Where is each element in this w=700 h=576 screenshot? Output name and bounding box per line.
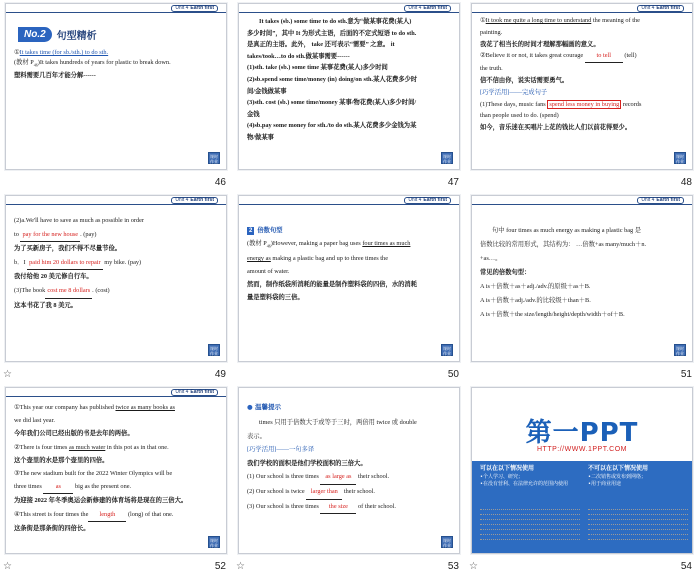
link-list-left <box>480 505 580 540</box>
slide-number: 46 <box>214 177 226 188</box>
answer-blank: as <box>43 480 73 494</box>
slide-46-thumbnail[interactable] <box>5 3 227 170</box>
slide-header-bar <box>472 196 692 205</box>
homework-button[interactable]: 课时 作业 <box>443 538 451 548</box>
slide-46-cell[interactable] <box>0 0 233 192</box>
info-band <box>472 461 692 554</box>
slide-header-bar <box>239 196 459 205</box>
unit-tag: Unit 4 Earth first <box>171 389 218 396</box>
slide-49-cell[interactable] <box>0 192 233 384</box>
unit-tag: Unit 4 Earth first <box>404 5 451 12</box>
answer-blank: paid him 20 dollars to repair <box>27 256 103 271</box>
answer-blank: as large as <box>320 470 356 485</box>
slide-52-thumbnail[interactable] <box>5 387 227 554</box>
cover-slide <box>472 388 692 553</box>
slide-47-cell[interactable] <box>233 0 466 192</box>
slide-54-cell[interactable] <box>466 384 699 576</box>
answer-blank: to tell <box>585 50 623 63</box>
allowed-usage: 可以在以下情况使用 •个人学习、研究； •在没有营利、在法律允许的范围内使用 <box>480 465 568 487</box>
link-list-right <box>588 505 688 540</box>
answer-blank: larger than <box>306 485 342 500</box>
slide-number: 48 <box>680 177 692 188</box>
slide-50-cell[interactable] <box>233 192 466 384</box>
answer-blank: cost me 8 dollars <box>45 284 92 299</box>
star-icon[interactable]: ☆ <box>469 561 478 572</box>
slide-header-bar <box>6 196 226 205</box>
ppt-logo: 第一PPT <box>525 418 639 448</box>
slide-body: 2 倍数句型 (教材 $P_{46})However$, making a paper bag uses four times as much energy as making a plastic bag and up to three times the amount of water. 然而，制作纸袋所消耗的能量是制作塑料袋的四倍，水的消耗 量是塑料袋的三倍。 <box>247 227 418 302</box>
slide-header-bar <box>6 4 226 13</box>
unit-tag: Unit 4 Earth first <box>171 197 218 204</box>
slide-number: 53 <box>447 561 459 572</box>
slide-47-thumbnail[interactable] <box>238 3 460 170</box>
forbidden-usage: 不可以在以下情况使用 •二次销售或发布到网络； •用于商业用途 <box>588 465 649 487</box>
slide-header-bar <box>239 4 459 13</box>
homework-button[interactable]: 课时 作业 <box>210 346 218 356</box>
slide-body: ①This year our company has published twice as many books as we did last year. 今年我们公司已经出版的书是去年的两倍。 ②There is four times as much water in this pot as in that one. 这个壶里的水是那个壶里的四倍。 ③The new stadium built for the 2022 Winter Olympics will be three times as big as the present one. 为迎接 2022 年冬季奥运会新修建的体育场将是现在的三倍大。 ④This street is four times the length (long) of that one. 这条街是那条街的四倍长。 <box>14 404 188 532</box>
slide-body: 句中 four times as much energy as making a plastic bag 是 倍数比较的常用形式，其结构为： …倍数+as many/much＋n. +as…。 常见的倍数句型： A is＋倍数＋as＋adj./adv.的原级＋as＋B. A is＋倍数＋adj./adv.的比较级＋than＋B. A is＋倍数＋the size/length/height/depth/width＋of＋B. <box>480 227 647 318</box>
homework-button[interactable]: 课时 作业 <box>210 154 218 164</box>
slide-50-thumbnail[interactable] <box>238 195 460 362</box>
unit-tag: Unit 4 Earth first <box>637 197 684 204</box>
answer-blank: pay for the new house <box>20 228 80 243</box>
homework-button[interactable]: 课时 作业 <box>210 538 218 548</box>
homework-button[interactable]: 课时 作业 <box>443 154 451 164</box>
answer-box: spend less money in buying <box>549 100 620 108</box>
key-sentence: It takes time (for sb./sth.) to do sth. <box>19 49 109 56</box>
slide-53-thumbnail[interactable] <box>238 387 460 554</box>
star-icon[interactable]: ☆ <box>3 561 12 572</box>
slide-49-thumbnail[interactable] <box>5 195 227 362</box>
slide-48-cell[interactable] <box>466 0 699 192</box>
slide-number: 49 <box>214 369 226 380</box>
section-number: No.2 <box>18 27 52 42</box>
slide-number: 51 <box>680 369 692 380</box>
tip-heading: ● 温馨提示 <box>247 403 281 411</box>
star-icon[interactable]: ☆ <box>236 561 245 572</box>
slide-number: 50 <box>447 369 459 380</box>
slide-48-thumbnail[interactable] <box>471 3 693 170</box>
slide-number: 54 <box>680 561 692 572</box>
slide-51-cell[interactable] <box>466 192 699 384</box>
unit-tag: Unit 4 Earth first <box>637 5 684 12</box>
answer-blank: the size <box>320 500 356 515</box>
homework-button[interactable]: 课时 作业 <box>443 346 451 356</box>
slide-54-thumbnail[interactable] <box>471 387 693 554</box>
section-heading <box>18 26 97 42</box>
star-icon[interactable]: ☆ <box>3 369 12 380</box>
slide-header-bar <box>6 388 226 397</box>
slide-body: It takes (sb.) some time to do sth.意为“做某事花费(某人) 多少时间”，其中 It 为形式主语，后面的不定式短语 to do sth. 是真正的主语。此外， take 还可表示“需要” 之意。 it takes/took…to do sth.做某事需要------ (1)sth. take (sb.) some time 某事花费(某人)多少时间 (2)sb.spend some time/money (in) doing/on sth.某人花费多少时 间/金钱做某事 (3)sth. cost (sb.) some time/money 某事/物花费(某人)多少时间/ 金钱 (4)sb.pay some money for sth./to do sth.某人花费多少金钱为某 物/做某事 <box>247 18 418 141</box>
ppt-url: HTTP://WWW.1PPT.COM <box>537 446 627 453</box>
point-title: 倍数句型 <box>257 227 283 234</box>
point-badge: 2 <box>249 228 253 234</box>
unit-tag: Unit 4 Earth first <box>404 197 451 204</box>
slide-body: ①It took me quite a long time to understand the meaning of the painting. 我花了相当长的时间才理解那幅画的意义。 ②Believe it or not, it takes great courage to tell (tell) the truth. 信不信由你，说实话需要勇气。 [巧学活用]——完成句子 (1)These days, music fans spend less money in buying records than people used to do. (spend) 如今，音乐迷在买唱片上花的钱比人们以前花得要少。 <box>480 17 642 132</box>
answer-blank: length <box>88 508 126 522</box>
unit-tag: Unit 4 Earth first <box>171 5 218 12</box>
section-title: 句型精析 <box>56 30 97 42</box>
slide-number: 47 <box>447 177 459 188</box>
slide-number: 52 <box>214 561 226 572</box>
slide-body: ①It takes time (for sb./sth.) to do sth. (教材 $P_{46})It$ takes hundreds of years for plastic to break down. 塑料需要几百年才能分解------ <box>14 49 171 80</box>
homework-button[interactable]: 课时 作业 <box>676 346 684 356</box>
slide-body: (2)a.We'll have to save as much as possible in order to pay for the new house . (pay) 为了买新房子，我们不得不尽量节俭。 b．I paid him 20 dollars to repair my bike. (pay) 我付给他 20 美元修自行车。 (3)The book cost me 8 dollars . (cost) 这本书花了我 8 美元。 <box>14 217 145 309</box>
homework-button[interactable]: 课时 作业 <box>676 154 684 164</box>
slide-51-thumbnail[interactable] <box>471 195 693 362</box>
bulb-icon: ● <box>247 403 253 411</box>
slide-52-cell[interactable] <box>0 384 233 576</box>
slide-body: times 只用于倍数大于或等于三时，两倍用 twice 或 double 表示。 [巧学活用]——一句多译 我们学校的面积是他们学校面积的三倍大。 (1) Our school is three times as large as their school. (2) Our school is twice larger than their school. (3) Our school is three times the size of their school. <box>247 416 451 514</box>
slide-header-bar <box>472 4 692 13</box>
slide-53-cell[interactable] <box>233 384 466 576</box>
